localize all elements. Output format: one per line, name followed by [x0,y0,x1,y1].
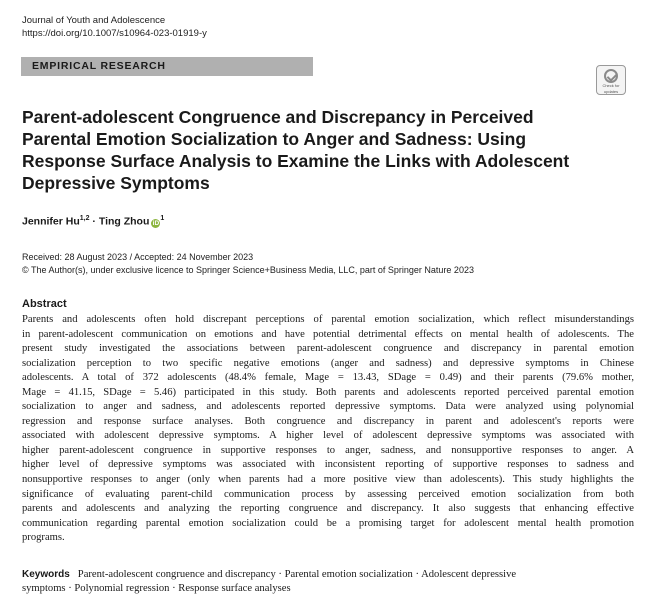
article-title [22,106,622,194]
abstract-body [22,313,634,546]
abstract-line: parents and adolescents and analyzing the reporting congruence and discrepancy. It also suggests that enhancing effective [22,503,634,515]
abstract-line: regression and response surface analyses. Both congruence and discrepancy in parent and adolescent's reports were [22,415,634,427]
orcid-icon[interactable]: iD [152,219,160,227]
title-line: Parent-adolescent Congruence and Discrepancy in Perceived [22,107,534,127]
author-name[interactable]: Ting Zhou [98,215,150,228]
author-affiliation: 1,2 [79,215,90,222]
check-for-updates-icon [604,69,618,83]
received-accepted: Received: 28 August 2023 / Accepted: 24 November 2023 [22,252,254,262]
check-for-updates-badge[interactable] [596,65,626,95]
author-affiliation: 1 [160,215,165,222]
check-badge-line2: updates [603,88,619,94]
abstract-line: communication regarding parental emotion socialization could be a promising target for adolescent mental health promotion [22,517,634,529]
abstract-line: higher parent-adolescent congruence in supportive responses to anger, sadness, and nonsupportive responses to anger. A [22,444,634,456]
title-line: Response Surface Analysis to Examine the Links with Adolescent [22,151,570,171]
abstract-line: higher level of depressive symptoms was associated with inconsistent reporting of supportive responses to sadness and [22,459,634,471]
journal-name: Journal of Youth and Adolescence [22,15,166,26]
abstract-line: present study investigated the associations between parent-adolescent congruence and discrepancy in parental emotion [22,343,634,355]
copyright-notice: © The Author(s), under exclusive licence to Springer Science+Business Media, LLC, part of Springer Nature 2023 [22,264,474,275]
title-line: Depressive Symptoms [22,173,210,193]
keywords-line: Parent-adolescent congruence and discrepancy · Parental emotion socialization · Adolescent depressive [77,569,517,580]
keywords-section [22,568,634,595]
publication-dates [22,251,474,276]
abstract-line: adolescents. A total of 372 adolescents (48.4% female, Mage = 13.43, SDage = 0.49) and their parents (79.6% mother, [22,372,634,384]
keywords-line: symptoms · Polynomial regression · Response surface analyses [22,582,291,594]
abstract-line: in parent-adolescent communication on emotions and have potential detrimental effects on mental health of adolescents. The [22,328,634,340]
abstract-heading: Abstract [22,298,67,310]
abstract-line: associated with adolescent depressive symptoms. A higher level of adolescent depressive symptoms was associated with [22,430,634,442]
abstract-line: significance of evaluating parent-child communication process by assessing perceived emotion socialization from both [22,488,634,500]
abstract-line: socialization to anger and sadness, and adolescents reported depressive symptoms. Data were analyzed using polynomial [22,401,634,413]
abstract-line: Mage = 41.15, SDage = 5.46) participated in this study. Both parents and adolescents reported perceived parental emotion [22,386,634,398]
abstract-line: Parents and adolescents often hold discrepant perceptions of parental emotion socialization, which reflect misunderstandings [22,314,634,325]
title-line: Parental Emotion Socialization to Anger and Sadness: Using [22,129,527,149]
abstract-line: socialization perception to two specific negative emotions (anger and sadness) and depressive symptoms in Chinese [22,357,634,369]
abstract-line: nonsupportive responses to anger (only when parents had a more positive view than adolescents). This study highlights the [22,474,634,486]
author-list [22,215,164,228]
keywords-label: Keywords [22,569,70,580]
author-separator: · [89,215,99,228]
journal-header [22,14,207,40]
abstract-line: programs. [22,532,65,544]
author-name[interactable]: Jennifer Hu [22,215,80,228]
check-badge-line1: Check for [602,83,620,88]
doi-link[interactable]: https://doi.org/10.1007/s10964-023-01919-y [22,28,207,39]
section-label: EMPIRICAL RESEARCH [21,57,313,76]
